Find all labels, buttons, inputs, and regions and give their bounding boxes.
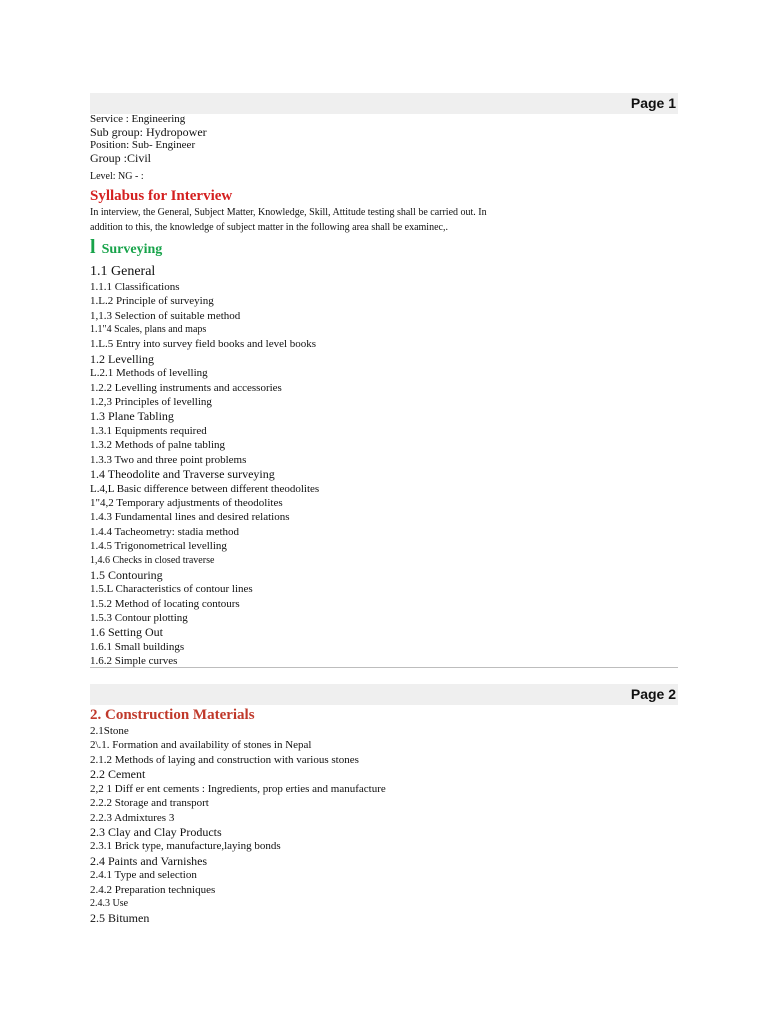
section-number-mark: l [90, 236, 96, 258]
section-title-surveying: Surveying [101, 242, 163, 257]
page-divider [90, 667, 678, 668]
topic-item: 1.3.2 Methods of palne tabling [90, 439, 226, 452]
section-title-construction-materials: 2. Construction Materials [90, 707, 255, 723]
topic-item: 2.2.3 Admixtures 3 [90, 811, 175, 824]
page-2-label: Page 2 [630, 686, 676, 702]
topic-item: 2.2 Cement [90, 767, 146, 782]
topic-item: 1.1.1 Classifications [90, 281, 180, 293]
construction-materials-topic-list [90, 724, 680, 926]
topic-item: 2.4.1 Type and selection [90, 869, 197, 882]
topic-item: 1.1 General [90, 264, 156, 279]
topic-item: 1.6.2 Simple curves [90, 655, 178, 668]
meta-service: Service : Engineering [90, 113, 186, 125]
topic-item: 1.5 Contouring [90, 567, 163, 582]
topic-item: 1.6 Setting Out [90, 625, 164, 640]
topic-item: 1,1.3 Selection of suitable method [90, 309, 241, 322]
topic-item: 2\.1. Formation and availability of stones in Nepal [90, 739, 312, 752]
topic-item: 2,2 1 Diff er ent cements : Ingredients, prop erties and manufacture [90, 782, 386, 795]
topic-item: 2.5 Bitumen [90, 911, 150, 926]
topic-item: 2.3.1 Brick type, manufacture,laying bonds [90, 840, 281, 853]
topic-item: 1.L.2 Principle of surveying [90, 295, 214, 308]
topic-item: 1.5.2 Method of locating contours [90, 597, 240, 610]
topic-item: 1.1"4 Scales, plans and maps [90, 324, 207, 336]
topic-item: 1"4,2 Temporary adjustments of theodolites [90, 496, 283, 509]
meta-level: Level: NG - : [90, 171, 144, 182]
section-heading-surveying [90, 236, 680, 259]
topic-item: 2.1.2 Methods of laying and construction with various stones [90, 753, 359, 766]
topic-item: 2.1Stone [90, 725, 129, 737]
intro-paragraph [90, 205, 680, 235]
topic-item: 1.4.4 Tacheometry: stadia method [90, 525, 240, 538]
topic-item: 1.L.5 Entry into survey field books and level books [90, 338, 317, 351]
syllabus-title: Syllabus for Interview [90, 188, 233, 204]
page-2-header-bar [90, 684, 678, 705]
topic-item: 1.5.3 Contour plotting [90, 611, 188, 624]
topic-item: 1.2 Levelling [90, 351, 154, 366]
topic-item: L.4,L Basic difference between different theodolites [90, 482, 320, 495]
topic-item: 1.3.3 Two and three point problems [90, 453, 247, 466]
topic-item: L.2.1 Methods of levelling [90, 367, 208, 380]
topic-item: 1.4.3 Fundamental lines and desired relations [90, 511, 290, 524]
topic-item: 1,4.6 Checks in closed traverse [90, 554, 215, 566]
topic-item: 1.3 Plane Tabling [90, 409, 174, 424]
topic-item: 2.2.2 Storage and transport [90, 797, 209, 810]
topic-item: 2.4.3 Use [90, 898, 129, 910]
intro-line-2: addition to this, the knowledge of subject matter in the following area shall be examinec,. [90, 222, 448, 233]
topic-item: 1.4 Theodolite and Traverse surveying [90, 467, 275, 482]
meta-group: Group :Civil [90, 151, 152, 165]
surveying-topic-list [90, 264, 680, 669]
topic-item: 2.3 Clay and Clay Products [90, 824, 222, 839]
page-1-label: Page 1 [630, 95, 676, 111]
topic-item: 1.4.5 Trigonometrical levelling [90, 540, 227, 553]
topic-item: 1.3.1 Equipments required [90, 424, 207, 437]
topic-item: 1.5.L Characteristics of contour lines [90, 583, 253, 596]
meta-position: Position: Sub- Engineer [90, 139, 196, 151]
intro-line-1: In interview, the General, Subject Matter, Knowledge, Skill, Attitude testing shall be carried out. In [90, 207, 487, 218]
topic-item: 2.4 Paints and Varnishes [90, 853, 208, 868]
topic-item: 1.2,3 Principles of levelling [90, 395, 212, 408]
page-1-header-bar [90, 93, 678, 114]
document-meta [90, 113, 680, 183]
meta-subgroup: Sub group: Hydropower [90, 125, 207, 139]
topic-item: 2.4.2 Preparation techniques [90, 883, 216, 896]
topic-item: 1.2.2 Levelling instruments and accessories [90, 381, 282, 394]
topic-item: 1.6.1 Small buildings [90, 640, 185, 653]
